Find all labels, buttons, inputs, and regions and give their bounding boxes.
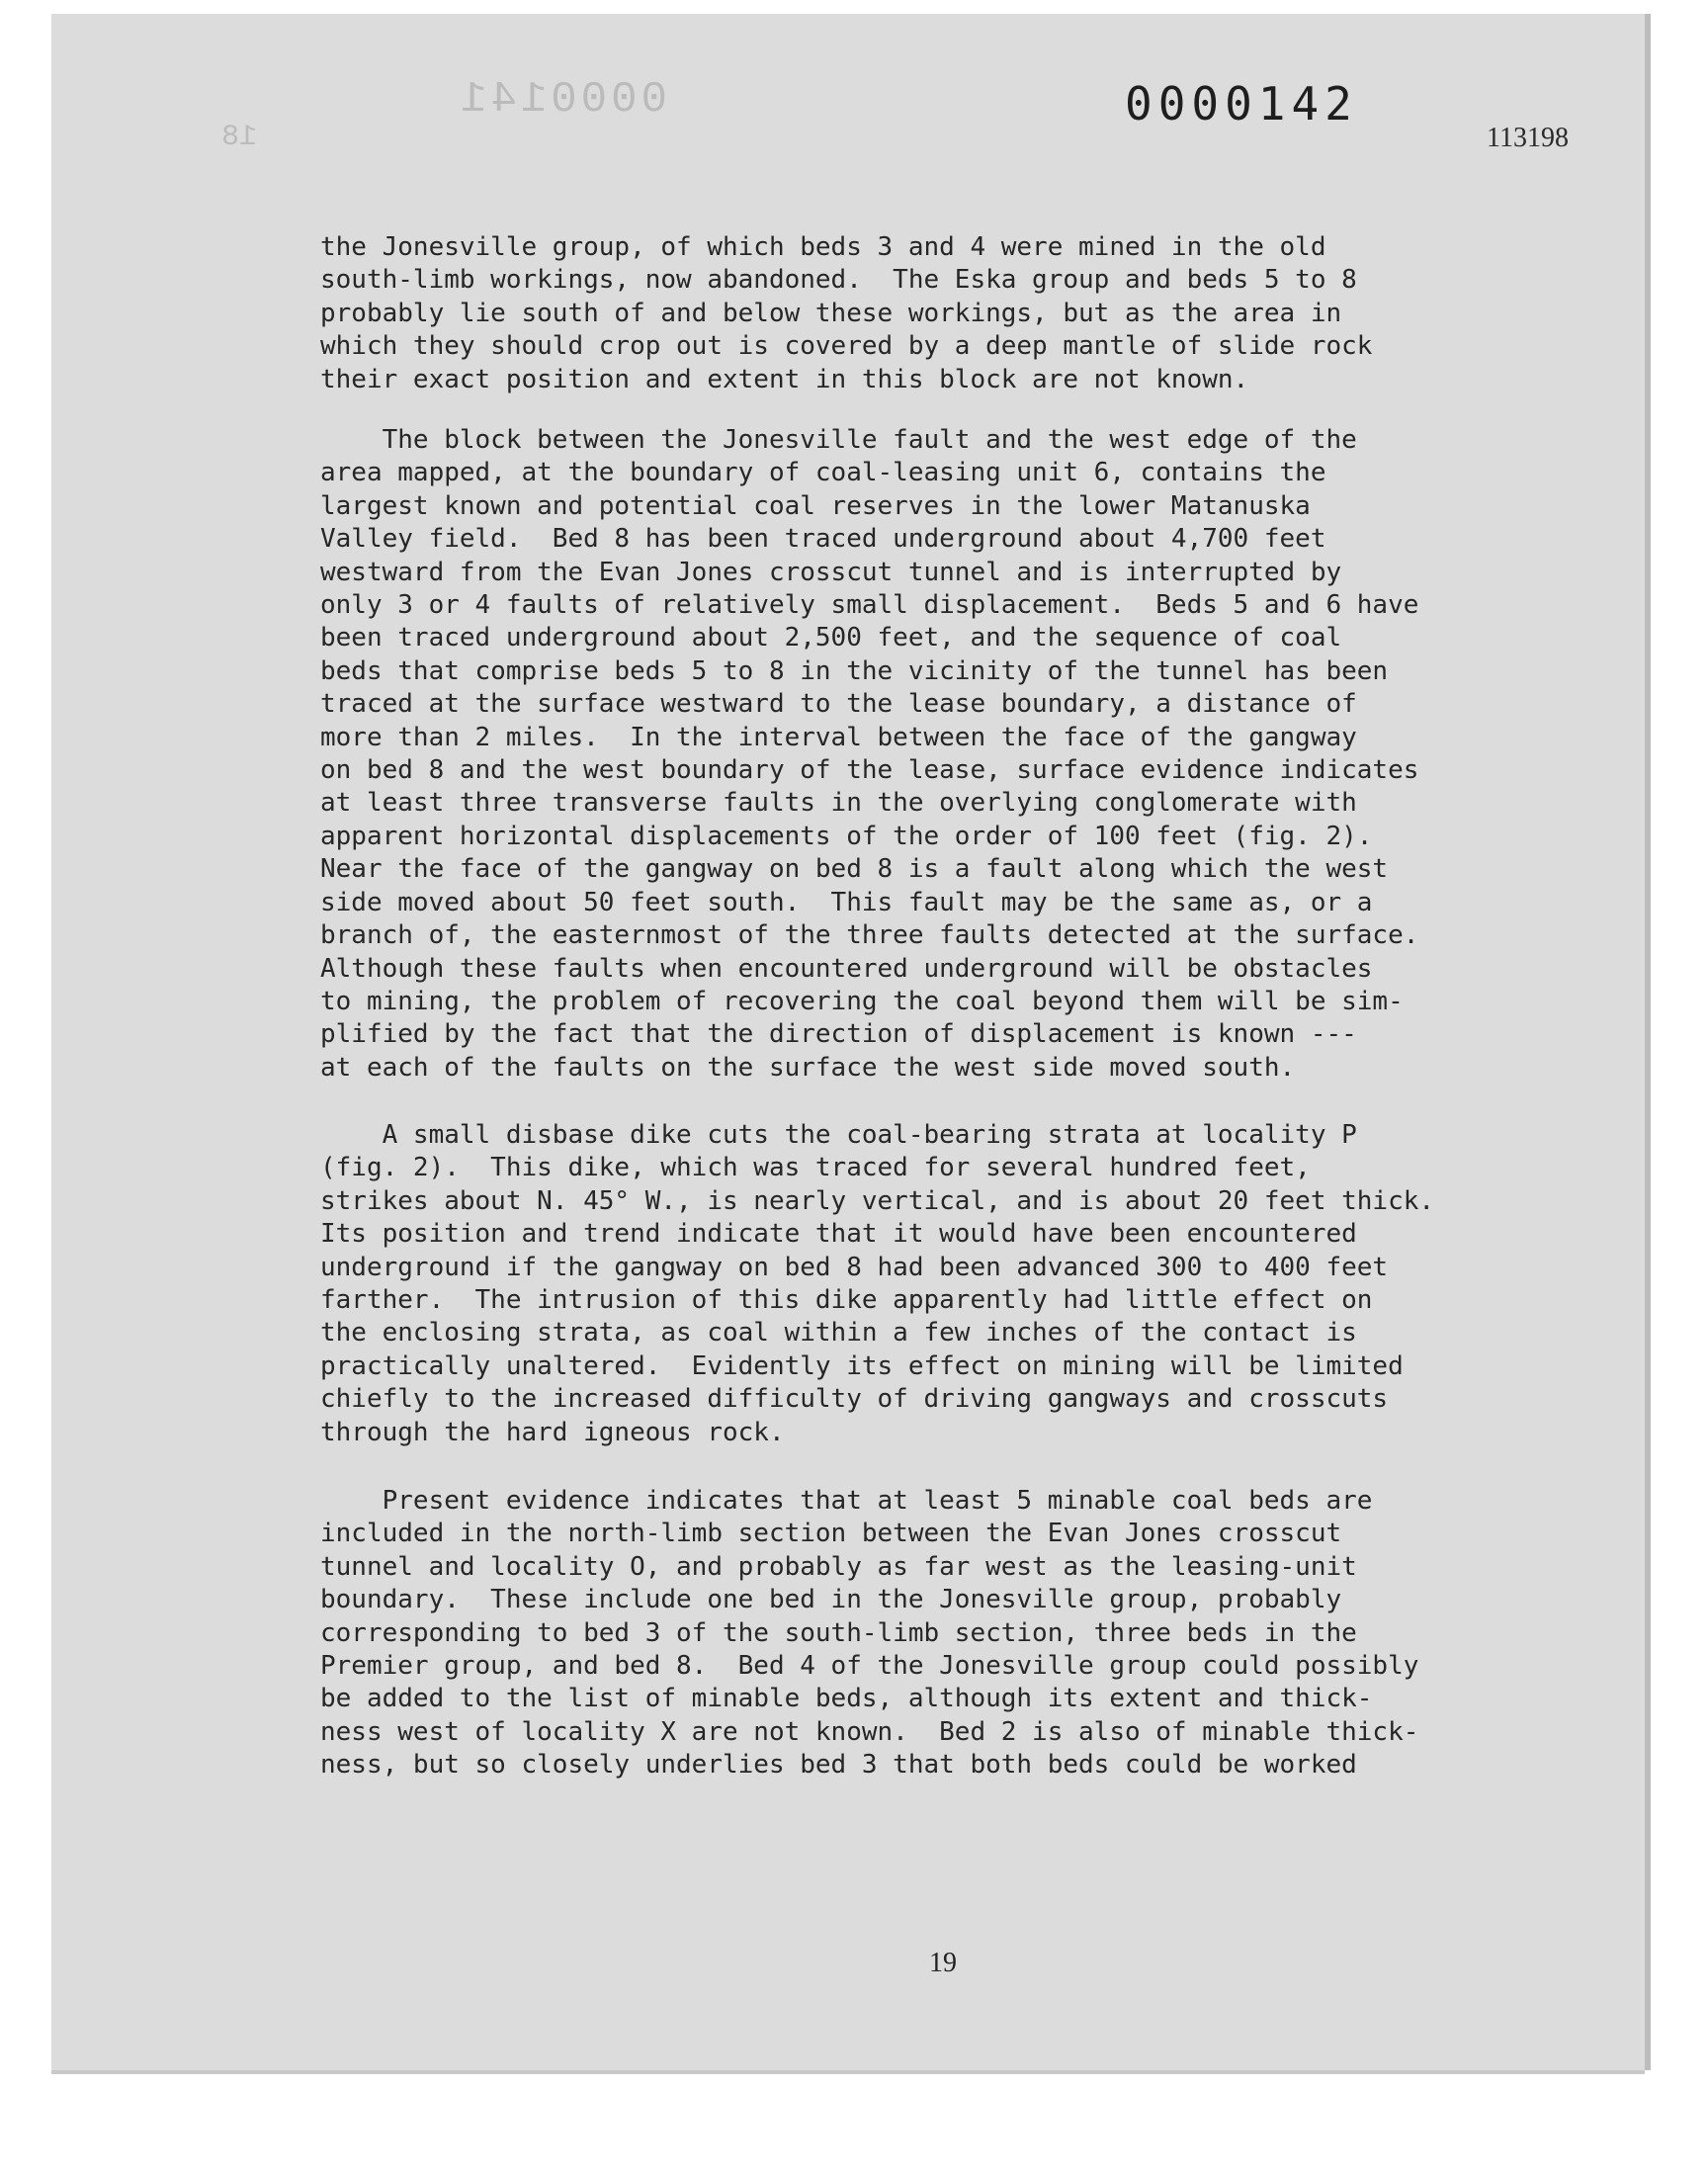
text-line: Near the face of the gangway on bed 8 is a fault along which the west [320,854,1389,885]
text-line: on bed 8 and the west boundary of the lease, surface evidence indicates [320,755,1419,786]
page-id: 113198 [1487,123,1569,153]
text-line: more than 2 miles. In the interval between the face of the gangway [320,722,1357,752]
text-line: ness west of locality X are not known. Bed 2 is also of minable thick- [320,1716,1419,1747]
paragraph-2 [320,424,1487,1085]
text-line: be added to the list of minable beds, although its extent and thick- [320,1684,1373,1714]
text-line: The block between the Jonesville fault and the west edge of the [320,425,1357,455]
text-line: beds that comprise beds 5 to 8 in the vicinity of the tunnel has been [320,655,1389,686]
paragraph-3 [320,1119,1487,1449]
text-line: ness, but so closely underlies bed 3 that both beds could be worked [320,1750,1357,1781]
text-line: strikes about N. 45° W., is nearly vertical, and is about 20 feet thick. [320,1185,1435,1216]
text-line: (fig. 2). This dike, which was traced for several hundred feet, [320,1153,1311,1183]
text-line: branch of, the easternmost of the three faults detected at the surface. [320,920,1419,951]
text-line: which they should crop out is covered by a deep mantle of slide rock [320,331,1373,362]
paragraph-1 [320,231,1487,396]
document-page [51,14,1645,2070]
text-line: only 3 or 4 faults of relatively small displacement. Beds 5 and 6 have [320,590,1419,621]
text-line: Its position and trend indicate that it would have been encountered [320,1219,1357,1250]
document-number-stamp: 0000142 [1125,77,1358,130]
text-line: A small disbase dike cuts the coal-bearing strata at locality P [320,1120,1357,1150]
text-line: farther. The intrusion of this dike apparently had little effect on [320,1285,1373,1316]
text-line: been traced underground about 2,500 feet, and the sequence of coal [320,623,1342,653]
text-line: Present evidence indicates that at least 5 minable coal beds are [320,1486,1373,1516]
text-line: Valley field. Bed 8 has been traced underground about 4,700 feet [320,524,1326,555]
text-line: practically unaltered. Evidently its effect on mining will be limited [320,1350,1404,1381]
text-line: at least three transverse faults in the overlying conglomerate with [320,788,1357,819]
text-line: the enclosing strata, as coal within a few inches of the contact is [320,1318,1357,1348]
text-line: corresponding to bed 3 of the south-limb section, three beds in the [320,1617,1357,1648]
text-line: their exact position and extent in this block are not known. [320,364,1249,394]
bleed-through-document-number: 0000141 [457,75,667,125]
paragraph-4 [320,1485,1487,1783]
text-line: area mapped, at the boundary of coal-leasing unit 6, contains the [320,458,1326,488]
text-line: the Jonesville group, of which beds 3 and 4 were mined in the old [320,232,1326,262]
text-line: tunnel and locality O, and probably as far west as the leasing-unit [320,1551,1357,1582]
bleed-through-page-number: 18 [221,121,258,154]
text-line: apparent horizontal displacements of the order of 100 feet (fig. 2). [320,821,1373,851]
text-line: at each of the faults on the surface the west side moved south. [320,1052,1296,1083]
text-line: westward from the Evan Jones crosscut tunnel and is interrupted by [320,557,1342,587]
text-line: underground if the gangway on bed 8 had been advanced 300 to 400 feet [320,1252,1389,1282]
text-line: Although these faults when encountered underground will be obstacles [320,953,1373,984]
text-line: plified by the fact that the direction of displacement is known --- [320,1019,1357,1050]
text-line: through the hard igneous rock. [320,1417,785,1447]
text-line: traced at the surface westward to the lease boundary, a distance of [320,689,1357,720]
text-line: side moved about 50 feet south. This fault may be the same as, or a [320,887,1373,917]
text-line: included in the north-limb section between the Evan Jones crosscut [320,1519,1342,1549]
text-line: to mining, the problem of recovering the coal beyond them will be sim- [320,986,1404,1016]
text-line: Premier group, and bed 8. Bed 4 of the Jonesville group could possibly [320,1651,1419,1682]
text-line: south-limb workings, now abandoned. The Eska group and beds 5 to 8 [320,265,1357,296]
text-line: probably lie south of and below these workings, but as the area in [320,298,1342,328]
text-line: chiefly to the increased difficulty of driving gangways and crosscuts [320,1384,1389,1415]
text-line: largest known and potential coal reserves in the lower Matanuska [320,490,1311,521]
text-line: boundary. These include one bed in the Jonesville group, probably [320,1585,1342,1615]
page-number: 19 [929,1948,957,1978]
